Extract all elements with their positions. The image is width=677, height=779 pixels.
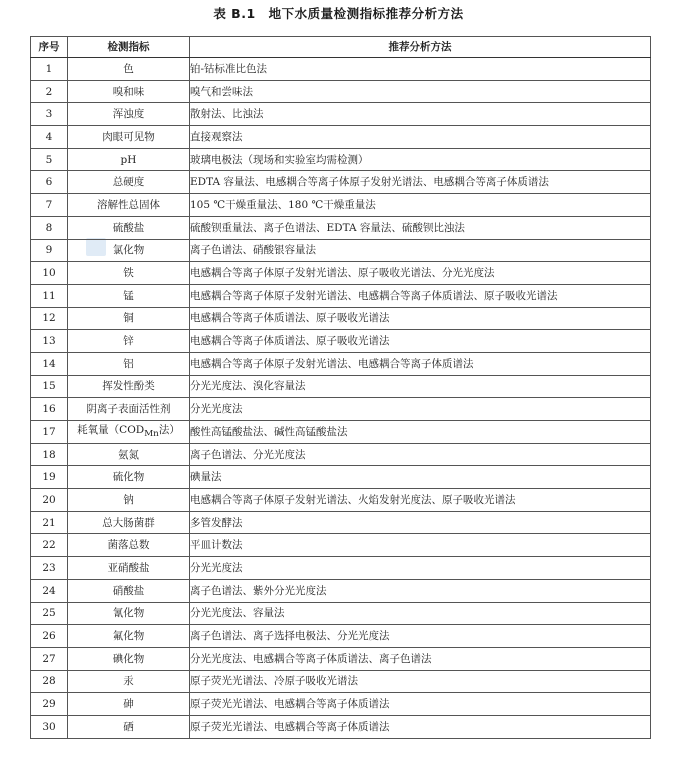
table-row	[31, 375, 651, 398]
cell-method: 铂-钴标准比色法	[190, 58, 651, 81]
header-method: 推荐分析方法	[190, 37, 651, 58]
cell-indicator: 硝酸盐	[68, 579, 190, 602]
cell-method: 多管发酵法	[190, 511, 651, 534]
table-header-row	[31, 37, 651, 58]
table-row	[31, 398, 651, 421]
cell-method: 硫酸钡重量法、离子色谱法、EDTA 容量法、硫酸钡比浊法	[190, 216, 651, 239]
cell-method: 嗅气和尝味法	[190, 80, 651, 103]
table-title: 表 B.1 地下水质量检测指标推荐分析方法	[213, 6, 464, 21]
cell-indicator: 锰	[68, 284, 190, 307]
cell-method: 分光光度法	[190, 398, 651, 421]
cell-serial-number: 3	[31, 103, 68, 126]
cell-serial-number: 14	[31, 352, 68, 375]
table-row	[31, 103, 651, 126]
cell-method: EDTA 容量法、电感耦合等离子体原子发射光谱法、电感耦合等离子体质谱法	[190, 171, 651, 194]
table-row	[31, 126, 651, 149]
cell-serial-number: 2	[31, 80, 68, 103]
cell-method: 酸性高锰酸盐法、碱性高锰酸盐法	[190, 421, 651, 444]
cell-indicator: 硫化物	[68, 466, 190, 489]
table-row	[31, 625, 651, 648]
cell-serial-number: 18	[31, 443, 68, 466]
cell-serial-number: 10	[31, 262, 68, 285]
cell-indicator: 菌落总数	[68, 534, 190, 557]
cell-indicator: 挥发性酚类	[68, 375, 190, 398]
cell-serial-number: 17	[31, 421, 68, 444]
cell-method: 分光光度法	[190, 557, 651, 580]
table-row	[31, 262, 651, 285]
cell-indicator: 铁	[68, 262, 190, 285]
cell-serial-number: 12	[31, 307, 68, 330]
table-row	[31, 421, 651, 444]
table-row	[31, 330, 651, 353]
cell-method: 电感耦合等离子体原子发射光谱法、原子吸收光谱法、分光光度法	[190, 262, 651, 285]
table-row	[31, 579, 651, 602]
header-indicator: 检测指标	[68, 37, 190, 58]
table-row	[31, 715, 651, 738]
cell-indicator: pH	[68, 148, 190, 171]
cell-serial-number: 27	[31, 647, 68, 670]
cell-method: 电感耦合等离子体质谱法、原子吸收光谱法	[190, 330, 651, 353]
table-row	[31, 443, 651, 466]
cell-method: 离子色谱法、分光光度法	[190, 443, 651, 466]
cell-indicator: 锌	[68, 330, 190, 353]
cell-method: 直接观察法	[190, 126, 651, 149]
cell-indicator: 总大肠菌群	[68, 511, 190, 534]
cell-serial-number: 11	[31, 284, 68, 307]
cell-indicator: 汞	[68, 670, 190, 693]
cell-method: 离子色谱法、紫外分光光度法	[190, 579, 651, 602]
table-row	[31, 647, 651, 670]
table-row	[31, 171, 651, 194]
cell-method: 玻璃电极法（现场和实验室均需检测）	[190, 148, 651, 171]
cell-method: 分光光度法、溴化容量法	[190, 375, 651, 398]
cell-method: 电感耦合等离子体原子发射光谱法、电感耦合等离子体质谱法	[190, 352, 651, 375]
cell-serial-number: 29	[31, 693, 68, 716]
methods-table	[30, 36, 651, 739]
cell-indicator: 色	[68, 58, 190, 81]
cell-indicator: 嗅和味	[68, 80, 190, 103]
table-row	[31, 194, 651, 217]
cell-serial-number: 28	[31, 670, 68, 693]
table-row	[31, 284, 651, 307]
table-row	[31, 148, 651, 171]
cell-indicator: 碘化物	[68, 647, 190, 670]
table-row	[31, 239, 651, 262]
cell-method: 电感耦合等离子体原子发射光谱法、电感耦合等离子体质谱法、原子吸收光谱法	[190, 284, 651, 307]
table-row	[31, 511, 651, 534]
cell-serial-number: 13	[31, 330, 68, 353]
cell-indicator: 氨氮	[68, 443, 190, 466]
cell-serial-number: 8	[31, 216, 68, 239]
cell-method: 原子荧光光谱法、电感耦合等离子体质谱法	[190, 693, 651, 716]
cell-serial-number: 24	[31, 579, 68, 602]
cell-indicator: 铝	[68, 352, 190, 375]
cell-serial-number: 20	[31, 489, 68, 512]
cell-serial-number: 19	[31, 466, 68, 489]
cell-method: 分光光度法、电感耦合等离子体质谱法、离子色谱法	[190, 647, 651, 670]
table-row	[31, 602, 651, 625]
cell-indicator: 总硬度	[68, 171, 190, 194]
cell-method: 电感耦合等离子体质谱法、原子吸收光谱法	[190, 307, 651, 330]
cell-indicator: 氯化物	[68, 239, 190, 262]
cell-serial-number: 30	[31, 715, 68, 738]
table-row	[31, 307, 651, 330]
table-row	[31, 534, 651, 557]
cell-method: 离子色谱法、硝酸银容量法	[190, 239, 651, 262]
cell-indicator: 铜	[68, 307, 190, 330]
table-body	[31, 58, 651, 739]
cell-method: 碘量法	[190, 466, 651, 489]
cell-indicator: 亚硝酸盐	[68, 557, 190, 580]
cell-method: 原子荧光光谱法、电感耦合等离子体质谱法	[190, 715, 651, 738]
cell-indicator: 硫酸盐	[68, 216, 190, 239]
cell-serial-number: 9	[31, 239, 68, 262]
cell-serial-number: 4	[31, 126, 68, 149]
cell-method: 离子色谱法、离子选择电极法、分光光度法	[190, 625, 651, 648]
cell-serial-number: 26	[31, 625, 68, 648]
table-row	[31, 58, 651, 81]
cell-serial-number: 23	[31, 557, 68, 580]
cell-serial-number: 15	[31, 375, 68, 398]
cell-serial-number: 7	[31, 194, 68, 217]
cell-indicator: 耗氧量（$COD_{Mn}$法）	[68, 421, 190, 444]
cell-serial-number: 1	[31, 58, 68, 81]
cell-method: 电感耦合等离子体原子发射光谱法、火焰发射光度法、原子吸收光谱法	[190, 489, 651, 512]
cell-indicator: 硒	[68, 715, 190, 738]
cell-serial-number: 25	[31, 602, 68, 625]
cell-indicator: 氰化物	[68, 602, 190, 625]
cell-serial-number: 6	[31, 171, 68, 194]
cell-indicator: 钠	[68, 489, 190, 512]
cell-serial-number: 21	[31, 511, 68, 534]
cell-indicator: 氟化物	[68, 625, 190, 648]
table-row	[31, 216, 651, 239]
table-row	[31, 670, 651, 693]
cell-indicator: 肉眼可见物	[68, 126, 190, 149]
header-serial-number: 序号	[31, 37, 68, 58]
cell-method: 分光光度法、容量法	[190, 602, 651, 625]
table-row	[31, 80, 651, 103]
cell-serial-number: 16	[31, 398, 68, 421]
cell-serial-number: 22	[31, 534, 68, 557]
cell-method: 平皿计数法	[190, 534, 651, 557]
table-row	[31, 557, 651, 580]
cell-indicator: 浑浊度	[68, 103, 190, 126]
cell-indicator: 阴离子表面活性剂	[68, 398, 190, 421]
cell-method: 散射法、比浊法	[190, 103, 651, 126]
cell-indicator: 砷	[68, 693, 190, 716]
table-row	[31, 352, 651, 375]
table-row	[31, 466, 651, 489]
table-row	[31, 693, 651, 716]
cell-serial-number: 5	[31, 148, 68, 171]
table-row	[31, 489, 651, 512]
cell-method: 原子荧光光谱法、冷原子吸收光谱法	[190, 670, 651, 693]
cell-indicator: 溶解性总固体	[68, 194, 190, 217]
cell-method: 105 ℃干燥重量法、180 ℃干燥重量法	[190, 194, 651, 217]
